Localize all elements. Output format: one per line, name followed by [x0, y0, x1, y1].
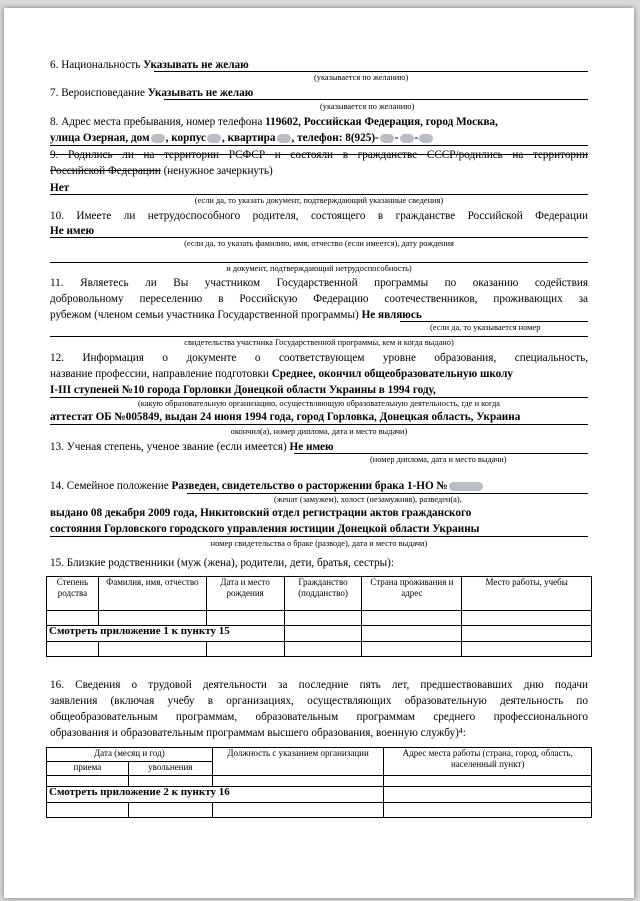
section-10-text: 10. Имеете ли нетрудоспособного родителя, состоящего в гражданстве Российской Федерации — [50, 210, 588, 222]
section-14-value: Разведен, свидетельство о расторжении брака 1-НО № — [171, 480, 448, 492]
table-row — [47, 642, 592, 657]
rule — [154, 71, 588, 72]
rule — [400, 321, 588, 322]
rule — [50, 145, 588, 146]
section-11-text: 11. Являетесь ли Вы участником Государственной программы по оказанию содействия — [50, 277, 588, 289]
table-row — [47, 787, 592, 803]
relatives-table — [46, 576, 592, 657]
section-8: 8. Адрес места пребывания, номер телефона 119602, Российская Федерация, город Москва, — [50, 116, 498, 128]
caption: окончил(а), номер диплома, дата и место выдачи) — [230, 427, 408, 436]
caption: (если да, то указать документ, подтверждающий указанные сведения) — [194, 196, 444, 205]
redacted-mark — [449, 482, 483, 491]
rule — [294, 453, 588, 454]
table-row — [47, 803, 592, 818]
table-header-cell: Дата и место рождения — [206, 577, 284, 611]
document-page — [4, 8, 634, 898]
rule — [164, 99, 588, 100]
table-cell: Смотреть приложение 2 к пункту 16 — [47, 787, 384, 803]
table-header-cell: Должность с указанием организации — [212, 748, 384, 776]
table-row — [47, 611, 592, 626]
section-16-text: заявления (включая учебу в организациях, осуществляющих образовательную деятельность по — [50, 695, 588, 707]
section-16-text: 16. Сведения о трудовой деятельности за последние пять лет, предшествовавших дню подачи — [50, 679, 588, 691]
rule — [50, 536, 588, 537]
rule — [50, 424, 588, 425]
nationality-value: Указывать не желаю — [143, 59, 249, 71]
section-12-value: I-III ступеней №10 города Горловки Донецкой области Украины в 1994 году, — [50, 384, 436, 396]
section-9-text: Российской Федерации (ненужное зачеркнуть) — [50, 165, 273, 177]
section-10-value: Не имею — [50, 225, 95, 237]
section-12-text: название профессии, направление подготовки Среднее, окончил общеобразовательную школу — [50, 368, 514, 380]
table-header-cell: приема — [47, 762, 129, 776]
table-header-cell: увольнения — [128, 762, 212, 776]
address-value: улица Озерная, дом , корпус , квартира , телефон: 8(925)- - - — [50, 131, 588, 145]
section-14-value: состояния Горловского городского управления юстиции Донецкой области Украины — [50, 523, 480, 535]
table-header-cell: Место работы, учебы — [462, 577, 592, 611]
table-cell: Смотреть приложение 1 к пункту 15 — [47, 626, 285, 642]
section-14-value: выдано 08 декабря 2009 года, Никитовский отдел регистрации актов гражданского — [50, 507, 472, 519]
rule — [50, 397, 588, 398]
table-header-cell: Страна проживания и адрес — [362, 577, 462, 611]
section-11-text: рубежом (членом семьи участника Государственной программы) Не являюсь — [50, 309, 422, 321]
section-13-value: Не имею — [289, 441, 334, 453]
rule — [50, 336, 588, 337]
caption: и документ, подтверждающий нетрудоспособность) — [226, 264, 412, 273]
caption: номер свидетельства о браке (разводе), дата и место выдачи) — [210, 539, 428, 548]
table-header-cell: Адрес места работы (страна, город, область, населенный пункт) — [384, 748, 592, 776]
table-header-cell: Степень родства — [47, 577, 99, 611]
religion-value: Указывать не желаю — [147, 87, 254, 99]
section-9-text: 9. Родились ли на территории РСФСР и состояли в гражданстве СССР/родились на территории — [50, 149, 588, 161]
rule — [187, 493, 588, 494]
section-14: 14. Семейное положение Разведен, свидетельство о расторжении брака 1-НО № — [50, 479, 588, 493]
section-16-text: общеобразовательным программам, образовательным программам среднего профессионального — [50, 711, 588, 723]
section-13: 13. Ученая степень, ученое звание (если имеется) Не имею — [50, 441, 334, 453]
table-row — [47, 776, 592, 787]
section-12-text: 12. Информация о документе о соответствующем уровне образования, специальность, — [50, 352, 588, 364]
caption: (указывается по желанию) — [314, 73, 409, 82]
table-header-row — [47, 577, 592, 611]
section-15-label: 15. Близкие родственники (муж (жена), родители, дети, братья, сестры): — [50, 557, 394, 569]
section-6: 6. Национальность Указывать не желаю — [50, 59, 249, 71]
redacted-mark — [207, 134, 221, 143]
caption: (если да, то указать фамилию, имя, отчество (если имеется), дату рождения — [184, 239, 454, 248]
rule — [50, 262, 588, 263]
caption: (если да, то указывается номер — [430, 323, 541, 332]
section-7: 7. Вероисповедание Указывать не желаю — [50, 87, 254, 99]
redacted-mark — [151, 134, 165, 143]
caption: (какую образовательную организацию, осуществляющую образовательную деятельность, где и когда — [138, 399, 500, 408]
table-header-cell: Фамилия, имя, отчество — [98, 577, 206, 611]
redacted-mark — [277, 134, 291, 143]
rule — [50, 194, 588, 195]
table-header-cell: Дата (месяц и год) — [47, 748, 213, 762]
section-16-text: образования и образовательным программам высшего образования, военную службу)⁴: — [50, 727, 466, 739]
redacted-mark — [400, 134, 414, 143]
caption: (женат (замужем), холост (незамужняя), разведен(а), — [274, 495, 462, 504]
caption: (указывается по желанию) — [320, 102, 415, 111]
redacted-mark — [419, 134, 433, 143]
caption: свидетельства участника Государственной программы, кем и когда выдано) — [184, 338, 454, 347]
table-header-cell: Гражданство (подданство) — [284, 577, 362, 611]
section-11-value: Не являюсь — [361, 309, 422, 321]
table-row — [47, 626, 592, 642]
section-9-value: Нет — [50, 182, 70, 194]
section-12-value: аттестат ОБ №005849, выдан 24 июня 1994 года, город Горловка, Донецкая область, Украина — [50, 411, 521, 423]
rule — [50, 237, 588, 238]
table-header-row — [47, 748, 592, 762]
section-11-text: добровольному переселению в Российскую Федерацию соотечественников, проживающих за — [50, 293, 588, 305]
caption: (номер диплома, дата и место выдачи) — [370, 455, 507, 464]
redacted-mark — [380, 134, 394, 143]
employment-table — [46, 747, 592, 818]
